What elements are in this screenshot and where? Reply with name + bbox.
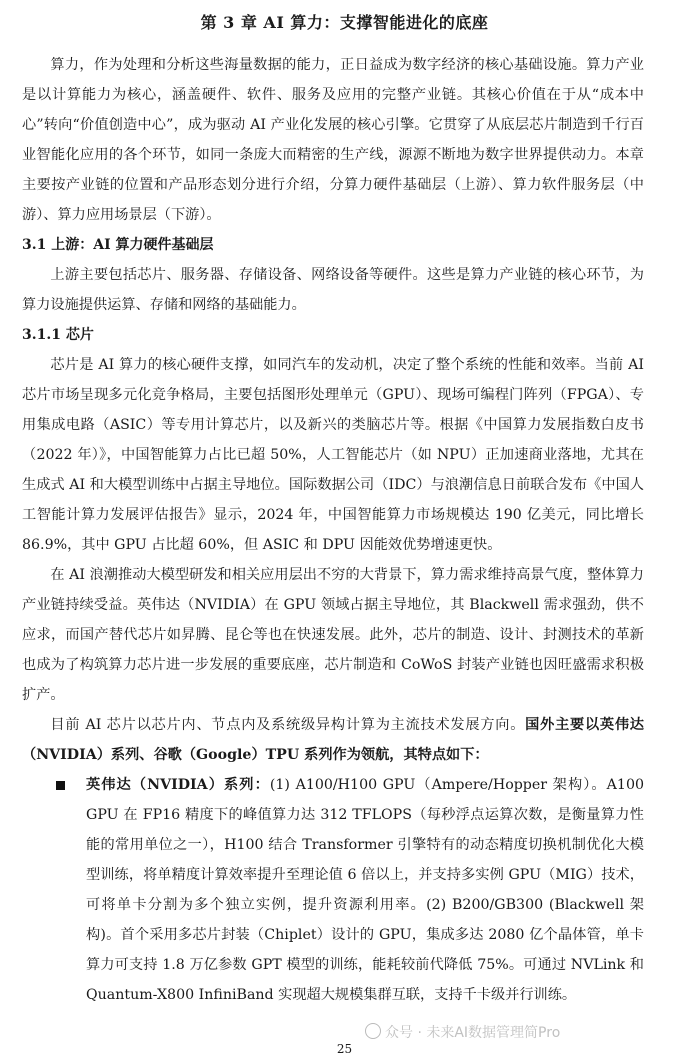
chip-paragraph-3-text: 目前 AI 芯片以芯片内、节点内及系统级异构计算为主流技术发展方向。 [50,717,526,733]
section-3-1-paragraph: 上游主要包括芯片、服务器、存储设备、网络设备等硬件。这些是算力产业链的核心环节，为算力设施提供运算、存储和网络的基础能力。 [22,267,644,313]
chapter-title: 第 3 章 AI 算力：支撑智能进化的底座 [200,13,489,32]
watermark-text: 众号 · 未来AI数据管理简Pro [385,1025,561,1041]
square-bullet-icon [56,781,65,790]
bullet-label: 英伟达（NVIDIA）系列： [86,777,270,793]
document-body [22,50,644,1010]
chip-paragraph-1: 芯片是 AI 算力的核心硬件支撑，如同汽车的发动机，决定了整个系统的性能和效率。当前 AI 芯片市场呈现多元化竞争格局，主要包括图形处理单元（GPU）、现场可编程门阵列（FPGA）、专用集成电路（ASIC）等专用计算芯片，以及新兴的类脑芯片等。根据《中国算力发展指数白皮书（2022 年）》，中国智能算力占比已超 50%，人工智能芯片（如 NPU）正加速商业落地，尤其在生成式 AI 和大模型训练中占据主导地位。国际数据公司（IDC）与浪潮信息日前联合发布《中国人工智能计算力发展评估报告》显示，2024 年，中国智能算力市场规模达 190 亿美元，同比增长 86.9%，其中 GPU 占比超 60%，但 ASIC 和 DPU 因能效优势增速更快。 [22,357,644,553]
bullet-item-nvidia [22,770,644,1010]
intro-paragraph: 算力，作为处理和分析这些海量数据的能力，正日益成为数字经济的核心基础设施。算力产业是以计算能力为核心，涵盖硬件、软件、服务及应用的完整产业链。其核心价值在于从“成本中心”转向“价值创造中心”，成为驱动 AI 产业化发展的核心引擎。它贯穿了从底层芯片制造到千行百业智能化应用的各个环节，如同一条庞大而精密的生产线，源源不断地为数字世界提供动力。本章主要按产业链的位置和产品形态划分进行介绍，分算力硬件基础层（上游）、算力软件服务层（中游）、算力应用场景层（下游）。 [22,57,644,223]
chip-paragraph-2: 在 AI 浪潮推动大模型研发和相关应用层出不穷的大背景下，算力需求维持高景气度，整体算力产业链持续受益。英伟达（NVIDIA）在 GPU 领域占据主导地位，其 Blackwell 需求强劲，供不应求，而国产替代芯片如昇腾、昆仑等也在快速发展。此外，芯片的制造、设计、封测技术的革新也成为了构筑算力芯片进一步发展的重要底座，芯片制造和 CoWoS 封装产业链也因旺盛需求积极扩产。 [22,567,644,703]
wechat-icon [365,1023,381,1039]
chip-paragraph-3-emphasis: 国外主要以英伟达（NVIDIA）系列、谷歌（Google）TPU 系列作为领航，其特点如下： [22,717,644,763]
section-heading-3-1-1: 3.1.1 芯片 [22,327,94,343]
bullet-text: (1) A100/H100 GPU（Ampere/Hopper 架构）。A100 GPU 在 FP16 精度下的峰值算力达 312 TFLOPS（每秒浮点运算次数，是衡量算力性能的常用单位之一），H100 结合 Transformer 引擎特有的动态精度切换机制优化大模型训练，将单精度计算效率提升至理论值 6 倍以上，并支持多实例 GPU（MIG）技术，可将单卡分割为多个独立实例，提升资源利用率。(2) B200/GB300 (Blackwell 架构)。首个采用多芯片封装（Chiplet）设计的 GPU，集成多达 2080 亿个晶体管，单卡算力可支持 1.8 万亿参数 GPT 模型的训练，能耗较前代降低 75%。可通过 NVLink 和 Quantum-X800 InfiniBand 实现超大规模集群互联，支持千卡级并行训练。 [86,777,645,1003]
section-heading-3-1: 3.1 上游：AI 算力硬件基础层 [22,237,214,253]
chip-paragraph-3 [22,710,644,770]
watermark [365,1023,560,1042]
page-number: 25 [336,1042,353,1056]
